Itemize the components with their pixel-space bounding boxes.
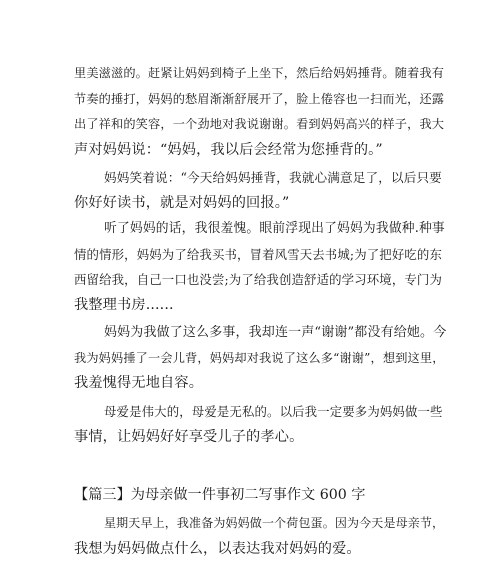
text-line: 妈妈笑着说：“今天给妈妈捶背，我就心满意足了，以后只要 bbox=[104, 170, 442, 185]
paragraph-1 bbox=[74, 61, 446, 163]
text-line: 妈妈为我做了这么多事，我却连一声“谢谢”都没有给她。今 bbox=[104, 325, 447, 340]
paragraph-6 bbox=[74, 511, 446, 562]
paragraph-4 bbox=[74, 320, 446, 397]
text-line: 我整理书房...... bbox=[74, 296, 174, 313]
text-line: 事情，让妈妈好好享受儿子的孝心。 bbox=[74, 428, 304, 445]
text-line: 我羞愧得无地自容。 bbox=[74, 375, 204, 392]
text-line: 节奏的捶打，妈妈的愁眉渐渐舒展开了，脸上倦容也一扫而光，还露 bbox=[74, 91, 445, 106]
section-heading: 【篇三】为母亲做一件事初二写事作文 600 字 bbox=[74, 487, 366, 503]
text-line: 听了妈妈的话，我很羞愧。眼前浮现出了妈妈为我做种.种事 bbox=[104, 221, 445, 236]
text-line: 出了祥和的笑容，一个劲地对我说谢谢。看到妈妈高兴的样子，我大 bbox=[74, 117, 445, 132]
text-line: 情的情形，妈妈为了给我买书，冒着风雪天去书城;为了把好吃的东 bbox=[74, 246, 443, 262]
text-line: 西留给我，自己一口也没尝;为了给我创造舒适的学习环境，专门为 bbox=[74, 272, 443, 288]
text-line: 声对妈妈说：“妈妈，我以后会经常为您捶背的。” bbox=[74, 141, 383, 158]
paragraph-5 bbox=[74, 399, 446, 450]
text-line: 我想为妈妈做点什么，以表达我对妈妈的爱。 bbox=[74, 540, 361, 557]
text-line: 我为妈妈捶了一会儿背，妈妈却对我说了这么多“谢谢”，想到这里， bbox=[74, 350, 445, 365]
text-line: 你好好读书，就是对妈妈的回报。” bbox=[74, 194, 290, 211]
paragraph-3 bbox=[74, 216, 446, 318]
text-line: 母爱是伟大的，母爱是无私的。以后我一定要多为妈妈做一些 bbox=[104, 404, 443, 419]
text-line: 里美滋滋的。赶紧让妈妈到椅子上坐下，然后给妈妈捶背。随着我有 bbox=[74, 66, 445, 80]
text-line: 星期天早上，我准备为妈妈做一个荷包蛋。因为今天是母亲节， bbox=[104, 516, 445, 530]
paragraph-2 bbox=[74, 165, 446, 216]
